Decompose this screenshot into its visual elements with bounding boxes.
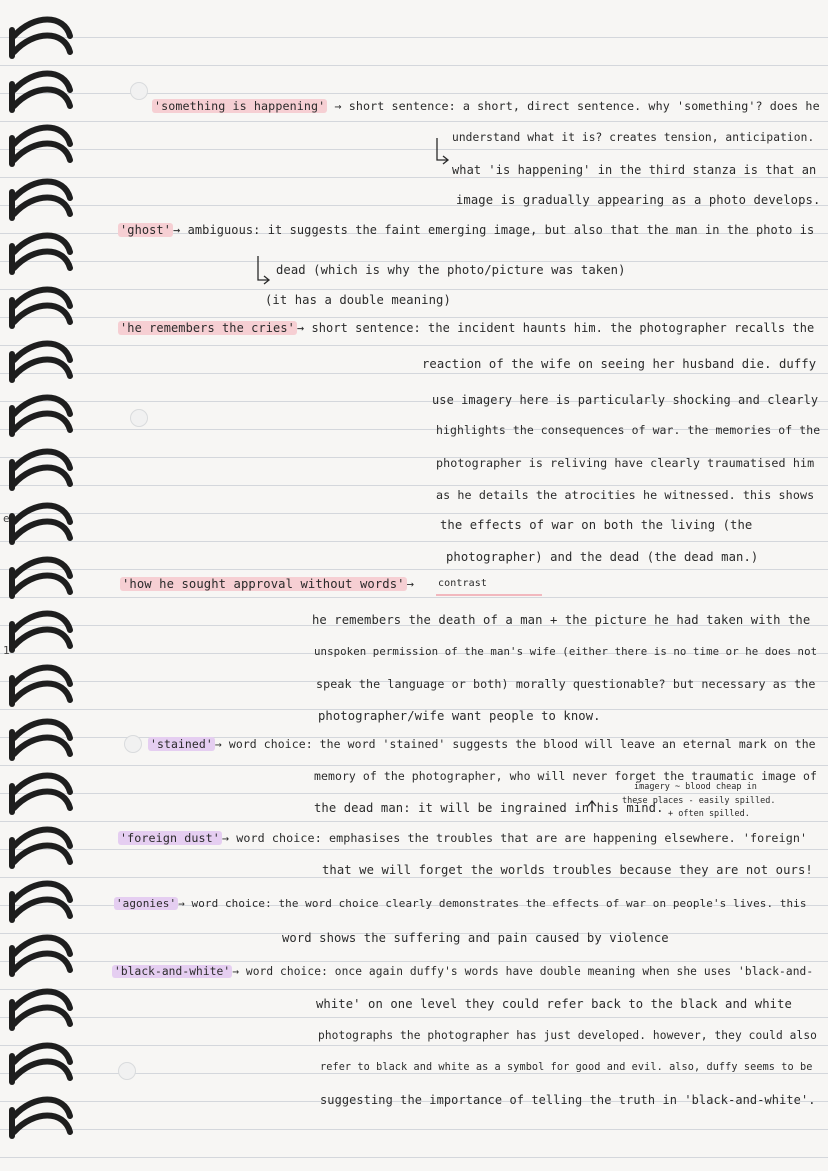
note-line bbox=[152, 98, 820, 114]
quote-highlight: 'ghost' bbox=[120, 223, 172, 237]
note-text: → word choice: the word choice clearly demonstrates the effects of war on people's lives. this bbox=[178, 897, 807, 910]
note-line: suggesting the importance of telling the truth in 'black-and-white'. bbox=[320, 1093, 816, 1107]
quote-highlight: 'black-and-white' bbox=[114, 965, 231, 978]
margin-mark: e bbox=[3, 512, 10, 525]
note-line: image is gradually appearing as a photo develops. bbox=[456, 193, 821, 207]
note-line: that we will forget the worlds troubles because they are not ours! bbox=[322, 863, 813, 877]
note-line: memory of the photographer, who will never forget the traumatic image of bbox=[314, 769, 817, 783]
note-line: what 'is happening' in the third stanza is that an bbox=[452, 163, 817, 177]
note-text: → short sentence: a short, direct sentence. why 'something'? does he bbox=[334, 99, 820, 113]
contrast-label: contrast bbox=[438, 578, 487, 589]
note-line: understand what it is? creates tension, anticipation. bbox=[452, 131, 815, 144]
side-note: these places - easily spilled. bbox=[622, 796, 776, 806]
quote-highlight: 'how he sought approval without words' bbox=[122, 577, 405, 591]
note-line: photographer is reliving have clearly traumatised him bbox=[436, 456, 815, 470]
quote-highlight: 'foreign dust' bbox=[120, 831, 220, 845]
note-line bbox=[112, 964, 813, 980]
note-text: → word choice: once again duffy's words have double meaning when she uses 'black-and- bbox=[232, 965, 814, 978]
note-text: → word choice: the word 'stained' suggests the blood will leave an eternal mark on the bbox=[214, 737, 816, 751]
note-line: photographer) and the dead (the dead man.) bbox=[446, 550, 759, 564]
note-line bbox=[148, 736, 816, 752]
contrast-underline bbox=[436, 594, 542, 596]
quote-highlight: 'something is happening' bbox=[154, 99, 326, 113]
note-line bbox=[120, 576, 414, 592]
note-text: → word choice: emphasises the troubles that are are happening elsewhere. 'foreign' bbox=[221, 831, 808, 845]
note-line: word shows the suffering and pain caused by violence bbox=[282, 931, 669, 945]
side-note: + often spilled. bbox=[668, 809, 750, 819]
note-line: photographer/wife want people to know. bbox=[318, 709, 601, 723]
note-line: he remembers the death of a man + the picture he had taken with the bbox=[312, 613, 811, 627]
note-line: the dead man: it will be ingrained in his mind. bbox=[314, 801, 664, 815]
quote-highlight: 'agonies' bbox=[116, 897, 177, 910]
note-line: the effects of war on both the living (the bbox=[440, 518, 753, 532]
note-line bbox=[118, 320, 814, 336]
note-line: speak the language or both) morally questionable? but necessary as the bbox=[316, 677, 816, 691]
quote-highlight: 'stained' bbox=[150, 737, 213, 751]
side-note: imagery ~ blood cheap in bbox=[634, 782, 757, 792]
note-line: highlights the consequences of war. the memories of the bbox=[436, 423, 821, 437]
note-line: white' on one level they could refer back to the black and white bbox=[316, 997, 792, 1011]
note-line: as he details the atrocities he witnessed. this shows bbox=[436, 488, 815, 502]
note-line bbox=[114, 896, 807, 912]
note-line: refer to black and white as a symbol for good and evil. also, duffy seems to be bbox=[320, 1062, 813, 1073]
note-text: → ambiguous: it suggests the faint emerging image, but also that the man in the photo is bbox=[173, 223, 815, 237]
note-line: (it has a double meaning) bbox=[265, 293, 451, 307]
note-text: → short sentence: the incident haunts him. the photographer recalls the bbox=[296, 321, 815, 335]
note-line bbox=[118, 222, 814, 238]
note-line bbox=[118, 830, 807, 846]
quote-highlight: 'he remembers the cries' bbox=[120, 321, 295, 335]
note-text: → bbox=[406, 577, 415, 591]
note-line: use imagery here is particularly shocking and clearly bbox=[432, 393, 819, 407]
note-line: unspoken permission of the man's wife (either there is no time or he does not bbox=[314, 645, 818, 658]
margin-mark: 1 bbox=[3, 644, 10, 657]
note-line: photographs the photographer has just developed. however, they could also bbox=[318, 1029, 817, 1042]
note-line: dead (which is why the photo/picture was taken) bbox=[276, 263, 626, 277]
note-line: reaction of the wife on seeing her husband die. duffy bbox=[422, 357, 817, 371]
